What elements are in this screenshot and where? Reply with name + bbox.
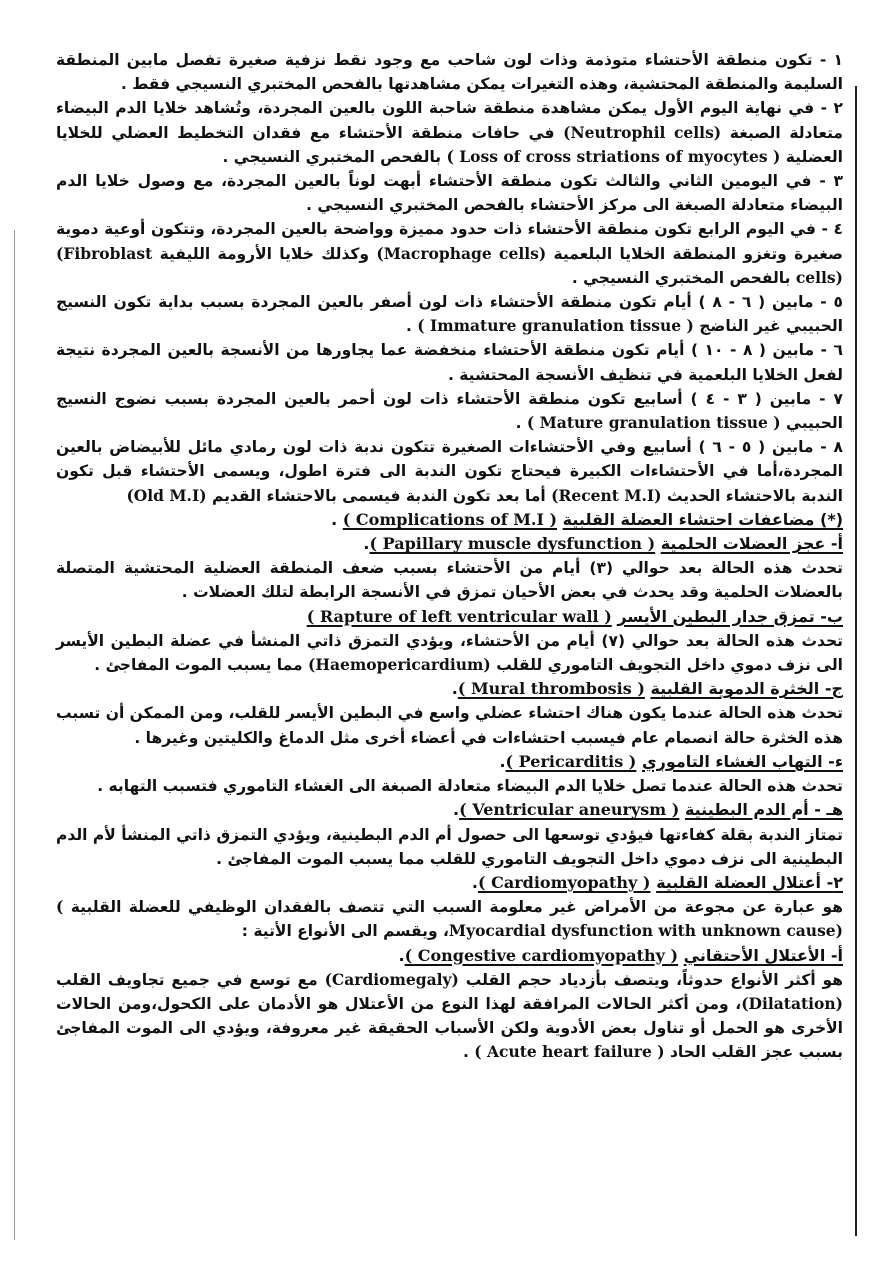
- paragraph-3: ٣ - في اليومين الثاني والثالث تكون منطقة الأحتشاء أبهت لوناً بالعين المجردة، مع وصول خلايا الدم البيضاء متعادلة الصبغة الى مركز الأحتشاء بالفحص المختبري النسيجي .: [56, 172, 843, 215]
- item-e-heading: هـ - أم الدم البطينية ( Ventricular aneurysm ).: [453, 800, 843, 820]
- margin-rule-right: [855, 86, 857, 1236]
- item-b-body: تحدث هذه الحالة بعد حوالي (٧) أيام من الأحتشاء، ويؤدي التمزق ذاتي المنشأ في عضلة البطين الأيسر الى نزف دموي داخل التجويف التاموري للقلب (Haemopericardium) مما يسبب الموت المفاجئ .: [56, 631, 843, 675]
- term-neutrophil: (Neutrophil cells): [563, 122, 722, 142]
- document-body: [56, 48, 843, 1065]
- congestive-heading: أ- الأعتلال الأحتقاني ( Congestive cardiomyopathy ).: [398, 945, 843, 965]
- cardiomyopathy-body: هو عبارة عن مجوعة من الأمراض غير معلومة السبب التي تتصف بالفقدان الوظيفي للعضلة القلبية ( Myocardial dysfunction with unknown cause)، ويقسم الى الأنواع الأتية :: [56, 897, 843, 941]
- section-complications-heading: (*) مضاعفات احتشاء العضلة القلبية ( Complications of M.I ) .: [331, 509, 843, 529]
- margin-rule-left: [14, 230, 15, 1240]
- item-d-body: تحدث هذه الحالة عندما تصل خلايا الدم البيضاء متعادلة الصبغة الى الغشاء التاموري فتسبب التهابه .: [97, 777, 843, 796]
- term-recent-mi: (Recent M.I): [551, 485, 662, 505]
- paragraph-5: ٥ - مابين ( ٦ - ٨ ) أيام تكون منطقة الأحتشاء ذات لون أصفر بالعين المجردة بسبب بداية تكون النسيج الحبيبي غير الناضج ( Immature granulation tissue ) .: [56, 293, 843, 336]
- paragraph-8: ٨ - مابين ( ٥ - ٦ ) أسابيع وفي الأحتشاءات الصغيرة تتكون ندبة ذات لون رمادي مائل للأبيضاض بالعين المجردة،أما في الأحتشاءات الكبيرة فيحتاج تكون الندبة الى فترة اطول، ويسمى الأحتشاء قبل تكون الندبة بالاحتشاء الحديث (Recent M.I) أما بعد تكون الندبة فيسمى بالاحتشاء القديم (Old M.I): [56, 438, 843, 505]
- term-old-mi: (Old M.I): [126, 485, 207, 505]
- term-loss-striations: ( Loss of cross striations of myocytes ): [446, 146, 781, 166]
- item-b-heading: ب- تمزق جدار البطين الأيسر ( Rapture of left ventricular wall ): [306, 606, 843, 626]
- cardiomyopathy-heading: ٢- أعتلال العضلة القلبية ( Cardiomyopathy ).: [471, 872, 843, 892]
- item-a-body: تحدث هذه الحالة بعد حوالي (٣) أيام من الأحتشاء بسبب ضعف المنطقة العضلية المحتشية المتصلة بالعضلات الحلمية وقد يحدث في بعض الأحيان تمزق في الأنسجة الرابطة لتلك العضلات .: [56, 559, 843, 602]
- item-d-heading: ء- التهاب الغشاء التاموري ( Pericarditis ).: [499, 751, 843, 771]
- congestive-body: هو أكثر الأنواع حدوثاً، ويتصف بأزدياد حجم القلب (Cardiomegaly) مع توسع في جميع تجاويف القلب (Dilatation)، ومن أكثر الحالات المرافقة لهذا النوع من الأعتلال هو الأدمان على الكحول،ومن الحالات الأخرى هو الحمل أو تناول بعض الأدوية ولكن الأسباب الحقيقة غير معروفة، ويؤدي الى الموت المفاجئ بسبب عجز القلب الحاد ( Acute heart failure ) .: [56, 969, 843, 1062]
- item-c-body: تحدث هذه الحالة عندما يكون هناك احتشاء عضلي واسع في البطين الأيسر للقلب، ومن الممكن أن تسبب هذه الخثرة حالة انصمام عام فيسبب احتشاءات في أعضاء أخرى مثل الدماغ والكليتين وغيرها .: [56, 704, 843, 747]
- item-a-heading: أ- عجز العضلات الحلمية ( Papillary muscle dysfunction ).: [363, 534, 843, 554]
- paragraph-2: ٢ - في نهاية اليوم الأول يمكن مشاهدة منطقة شاحبة اللون بالعين المجردة، وتُشاهد خلايا الدم البيضاء متعادلة الصبغة (Neutrophil cells) في حافات منطقة الأحتشاء مع فقدان التخطيط العضلي للخلايا العضلية ( Loss of cross striations of myocytes ) بالفحص المختبري النسيجي .: [56, 99, 843, 166]
- paragraph-4: ٤ - في اليوم الرابع تكون منطقة الأحتشاء ذات حدود مميزة وواضحة بالعين المجردة، وتتكون أوعية دموية صغيرة وتغزو المنطقة الخلايا البلعمية (Macrophage cells) وكذلك خلايا الأرومة الليفية (Fibroblast cells) بالفحص المختبري النسيجي .: [56, 220, 843, 287]
- paragraph-7: ٧ - مابين ( ٣ - ٤ ) أسابيع تكون منطقة الأحتشاء ذات لون أحمر بالعين المجردة بسبب نضوج النسيج الحبيبي ( Mature granulation tissue ) .: [56, 389, 843, 433]
- paragraph-1: ١ - تكون منطقة الأحتشاء متوذمة وذات لون شاحب مع وجود نقط نزفية صغيرة تفصل مابين المنطقة السليمة والمنطقة المحتشية، وهذه التغيرات يمكن مشاهدتها بالفحص المختبري النسيجي فقط .: [56, 51, 843, 94]
- term-immature-granulation: ( Immature granulation tissue ): [417, 316, 694, 336]
- term-fibroblast: (Fibroblast cells): [56, 243, 843, 287]
- item-c-heading: ج- الخثرة الدموية القلبية ( Mural thrombosis ).: [451, 679, 843, 699]
- term-mature-granulation: ( Mature granulation tissue ): [526, 413, 781, 433]
- term-macrophage: (Macrophage cells): [376, 243, 547, 263]
- item-e-body: تمتاز الندبة بقلة كفاءتها فيؤدي توسعها الى حصول أم الدم البطينية، ويؤدي التمزق ذاتي المنشأ لأم الدم البطينية الى نزف دموي داخل التجويف التاموري للقلب مما يسبب الموت المفاجئ .: [56, 825, 843, 868]
- paragraph-6: ٦ - مابين ( ٨ - ١٠ ) أيام تكون منطقة الأحتشاء منخفضة عما يجاورها من الأنسجة بالعين المجردة نتيجة لفعل الخلايا البلعمية في تنظيف الأنسجة المحتشية .: [56, 341, 843, 384]
